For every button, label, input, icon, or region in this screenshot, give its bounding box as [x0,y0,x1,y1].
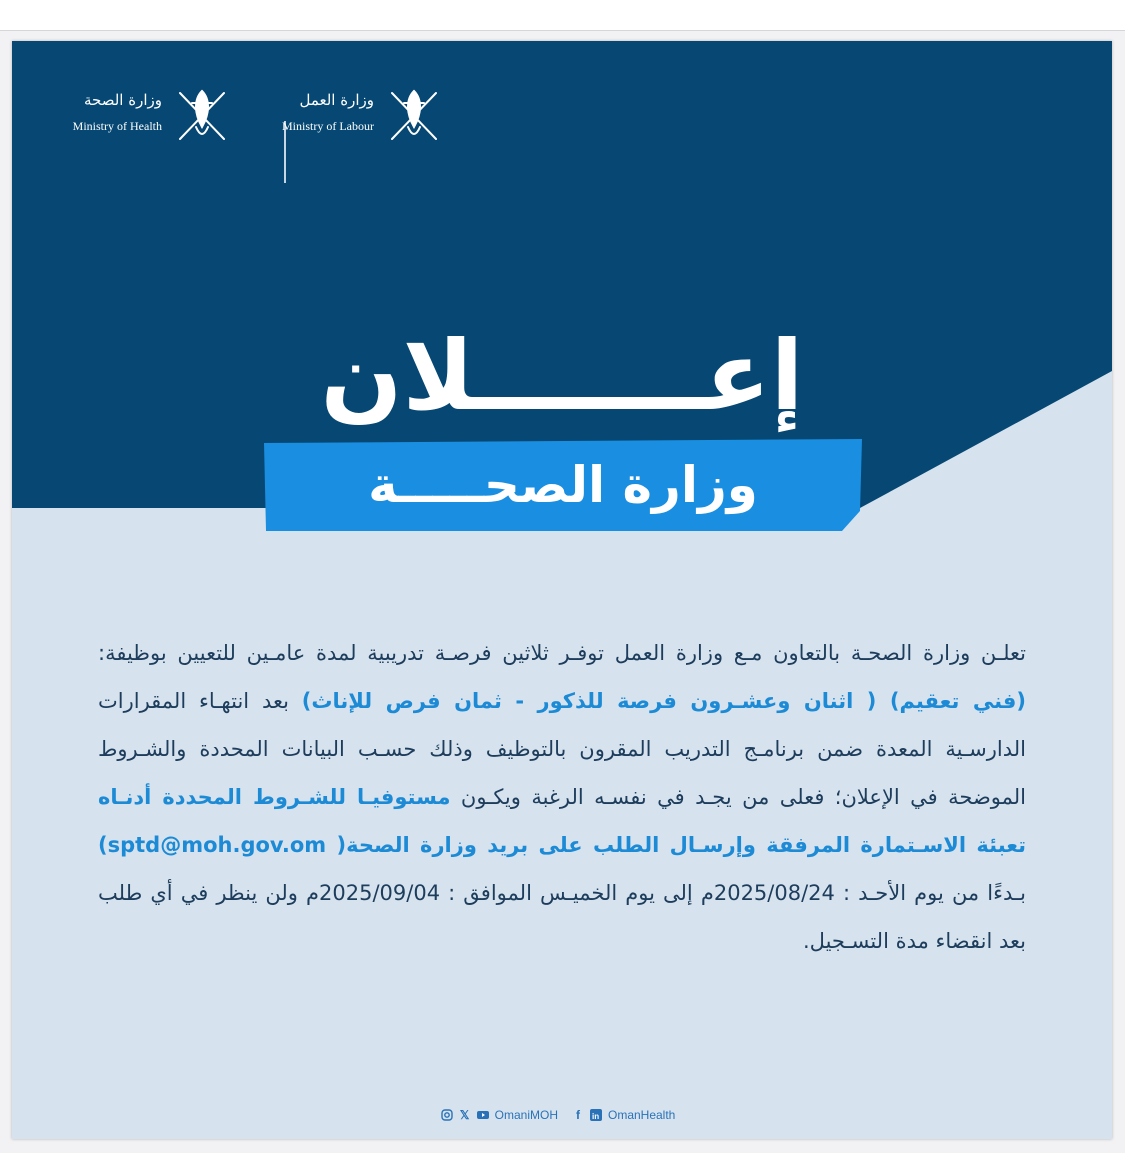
facebook-icon: f [575,1108,580,1122]
announcement-body [98,629,1026,965]
body-registration-dates: بـدءًا من يوم الأحـد : 2025/08/24م إلى يوم الخميـس الموافق : 2025/09/04م ولن ينظر في أي طلب بعد انقضاء مدة التسـجيل. [98,881,1026,953]
poster-background [12,41,1112,1139]
logo-arabic-name: وزارة الصحة [84,91,162,109]
ministry-logos [52,81,442,151]
social-handle-omanimoh[interactable]: OmaniMOH [494,1108,558,1122]
khanjar-emblem-icon [172,83,232,145]
youtube-icon [477,1109,489,1121]
body-intro: تعلـن وزارة الصحـة بالتعاون مـع وزارة العمل توفـر ثلاثين فرصـة تدريبية لمدة عامـين للتعيين بوظيفة: [98,641,1026,665]
body-conditions: بعد انتهـاء المقرارات الدارسـية المعدة ضمن برنامـج التدريب المقرون بالتوظيف وذلك حسـب البيانات المحددة والشـروط الموضحة في الإعلان؛ فعلى من يجـد في نفسـه الرغبة ويكـون [98,689,1027,809]
job-title-highlight: (فني تعقيم) ( اثنان وعشـرون فرصة للذكور - ثمان فرص للإناث) [301,689,1026,713]
logo-english-name: Ministry of Health [72,119,162,133]
linkedin-icon [590,1109,602,1121]
x-icon: 𝕏 [459,1108,470,1122]
instagram-icon [441,1109,453,1121]
announcement-poster [12,41,1112,1139]
khanjar-emblem-icon [384,83,444,145]
logo-ministry-of-labour [274,81,444,151]
viewer-top-bar [0,0,1125,31]
social-handle-omanhealth[interactable]: OmanHealth [607,1108,676,1122]
svg-text:in: in [591,1112,600,1121]
logo-english-name: Ministry of Labour [282,119,374,133]
application-instructions-highlight: مستوفيـا للشـروط المحددة أدنـاه تعبئة الاسـتمارة المرفقة وإرسـال الطلب على بريد وزارة الصحة( sptd@moh.gov.om) [98,785,1026,857]
logo-arabic-name: وزارة العمل [299,91,374,109]
ribbon-ministry-name: وزارة الصحـــــة [368,456,758,514]
announcement-headline: إعـــــــلان [320,320,804,432]
social-footer [12,1103,1112,1127]
logo-ministry-of-health [52,81,232,151]
